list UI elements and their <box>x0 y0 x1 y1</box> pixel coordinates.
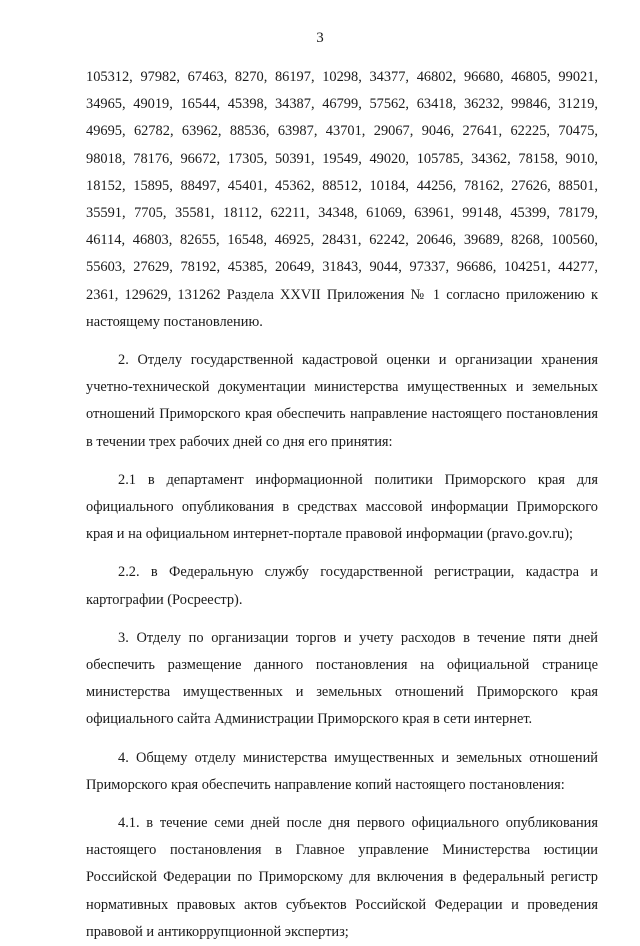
numbers-line: 46114, 46803, 82655, 16548, 46925, 28431, 62242, 20646, 39689, 8268, 100560, <box>86 232 598 249</box>
numbers-line: 34965, 49019, 16544, 45398, 34387, 46799, 57562, 63418, 36232, 99846, 31219, <box>86 96 598 113</box>
numbers-line: 55603, 27629, 78192, 45385, 20649, 31843, 9044, 97337, 96686, 104251, 44277, <box>86 259 598 276</box>
paragraph-3: 3. Отделу по организации торгов и учету расходов в течение пяти дней обеспечить размещение данного постановления на официальной странице министерства имущественных и земельных отношений Приморского края официального сайта Администрации Приморского края в сети интернет. <box>86 629 598 728</box>
document-body <box>86 64 598 946</box>
numbers-line: 49695, 62782, 63962, 88536, 63987, 43701, 29067, 9046, 27641, 62225, 70475, <box>86 123 598 140</box>
cadastral-numbers-list <box>86 64 598 336</box>
paragraph-4: 4. Общему отделу министерства имущественных и земельных отношений Приморского края обеспечить направление копий настоящего постановления: <box>86 749 598 793</box>
numbers-line: 105312, 97982, 67463, 8270, 86197, 10298, 34377, 46802, 96680, 46805, 99021, <box>86 69 598 85</box>
paragraph-4-1: 4.1. в течение семи дней после дня первого официального опубликования настоящего постановления в Главное управление Министерства юстиции Российской Федерации по Приморскому для включения в федеральный регистр нормативных правовых актов субъектов Российской Федерации и проведения правовой и антикоррупционной экспертиз; <box>86 815 598 940</box>
paragraph-2-2: 2.2. в Федеральную службу государственной регистрации, кадастра и картографии (Росреестр). <box>86 564 598 608</box>
paragraph-2: 2. Отделу государственной кадастровой оценки и организации хранения учетно-технической документации министерства имущественных и земельных отношений Приморского края обеспечить направление настоящего постановления в течении трех рабочих дней со дня его принятия: <box>86 352 598 450</box>
numbers-line: 35591, 7705, 35581, 18112, 62211, 34348, 61069, 63961, 99148, 45399, 78179, <box>86 205 598 222</box>
numbers-line: 18152, 15895, 88497, 45401, 45362, 88512, 10184, 44256, 78162, 27626, 88501, <box>86 177 598 194</box>
numbers-tail-paragraph: 2361, 129629, 131262 Раздела XXVII Приложения № 1 согласно приложению к настоящему постановлению. <box>86 286 598 330</box>
paragraph-2-1: 2.1 в департамент информационной политики Приморского края для официального опубликования в средствах массовой информации Приморского края и на официальном интернет-портале правовой информации (pravo.gov.ru); <box>86 471 598 543</box>
page-number: 3 <box>316 30 324 46</box>
numbers-line: 98018, 78176, 96672, 17305, 50391, 19549, 49020, 105785, 34362, 78158, 9010, <box>86 150 598 167</box>
